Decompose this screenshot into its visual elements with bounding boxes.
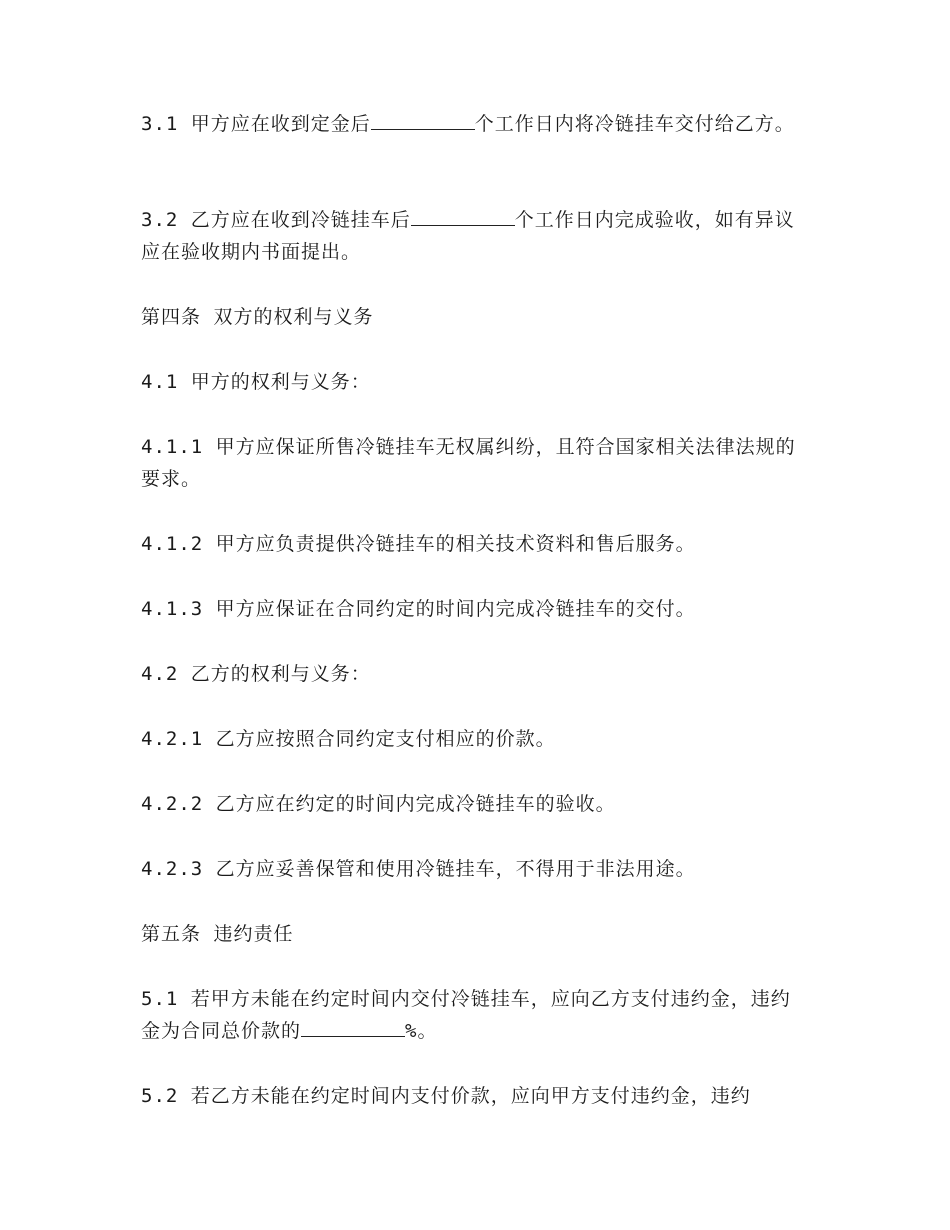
article-4-heading: 第四条 双方的权利与义务 — [141, 306, 374, 328]
clause-3-2-text-after: 个工作日内完成验收，如有异议应在验收期内书面提出。 — [141, 209, 795, 263]
fill-in-blank — [301, 1018, 405, 1037]
clause-4-2-3: 4.2.3 乙方应妥善保管和使用冷链挂车，不得用于非法用途。 — [141, 858, 696, 880]
fill-in-blank — [371, 111, 475, 130]
article-5-heading: 第五条 违约责任 — [141, 923, 294, 945]
clause-4-2: 4.2 乙方的权利与义务： — [141, 663, 371, 685]
clause-3-1-text-before: 3.1 甲方应在收到定金后 — [141, 113, 371, 135]
clause-3-1-text-after: 个工作日内将冷链挂车交付给乙方。 — [474, 113, 795, 135]
clause-5-2: 5.2 若乙方未能在约定时间内支付价款，应向甲方支付违约金，违约 — [141, 1085, 751, 1107]
clause-3-1 — [141, 108, 801, 140]
clause-3-2 — [141, 204, 801, 268]
fill-in-blank — [411, 207, 515, 226]
clause-5-1-text-after: %。 — [405, 1020, 438, 1042]
clause-4-2-2: 4.2.2 乙方应在约定的时间内完成冷链挂车的验收。 — [141, 793, 616, 815]
clause-4-2-1: 4.2.1 乙方应按照合同约定支付相应的价款。 — [141, 728, 556, 750]
clause-3-2-text-before: 3.2 乙方应在收到冷链挂车后 — [141, 209, 411, 231]
clause-4-1: 4.1 甲方的权利与义务： — [141, 371, 371, 393]
clause-4-1-2: 4.1.2 甲方应负责提供冷链挂车的相关技术资料和售后服务。 — [141, 533, 696, 555]
clause-5-1-text-before: 5.1 若甲方未能在约定时间内交付冷链挂车，应向乙方支付违约金，违约金为合同总价款的 — [141, 988, 791, 1042]
clause-4-1-3: 4.1.3 甲方应保证在合同约定的时间内完成冷链挂车的交付。 — [141, 598, 696, 620]
clause-4-1-1: 4.1.1 甲方应保证所售冷链挂车无权属纠纷，且符合国家相关法律法规的要求。 — [141, 436, 796, 490]
clause-5-1 — [141, 983, 801, 1047]
